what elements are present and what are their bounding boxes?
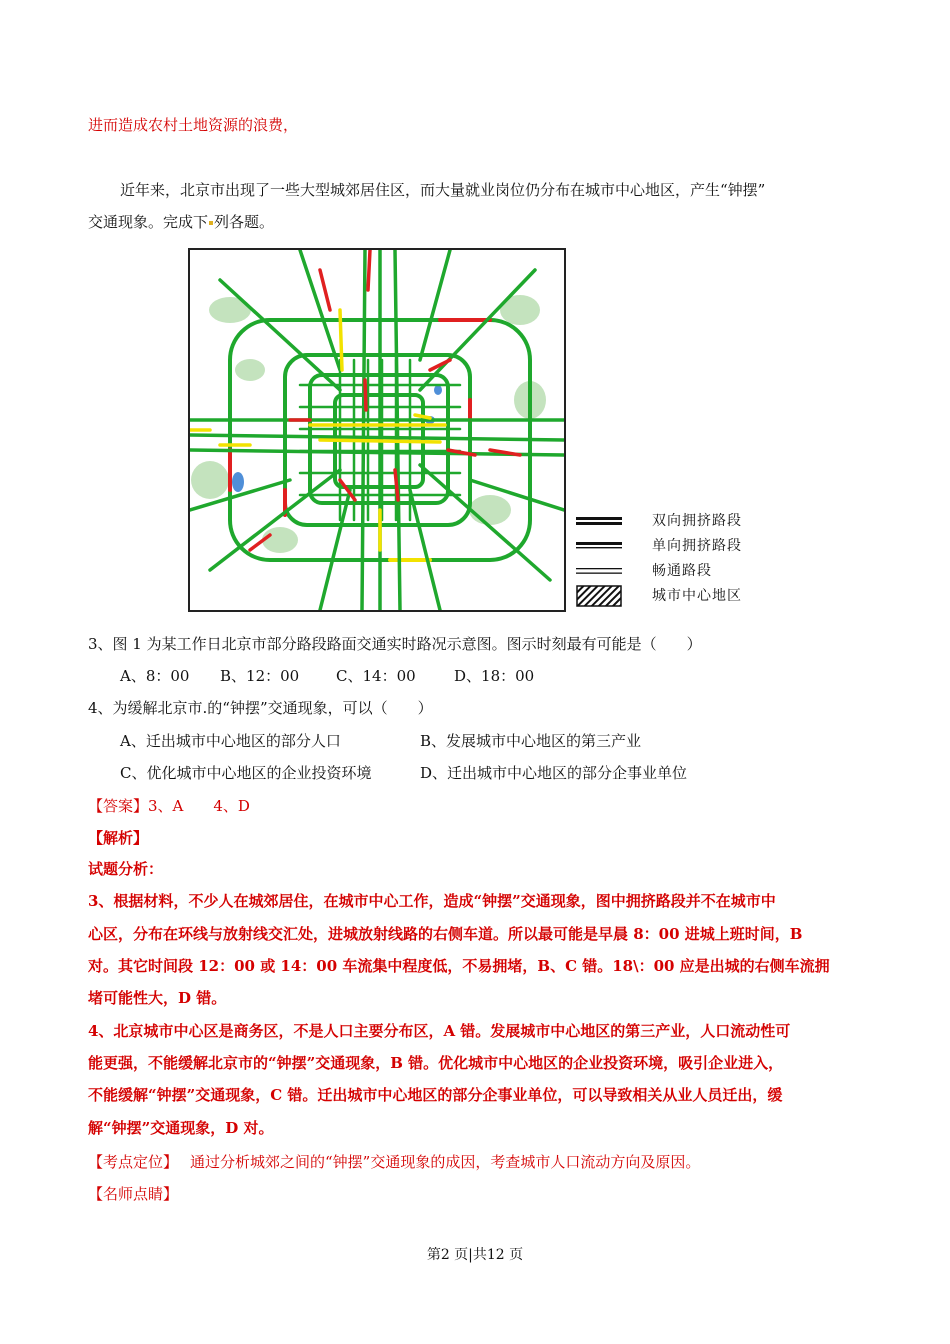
- slow-segment: [320, 440, 440, 442]
- mingshi-label: 【名师点睛】: [88, 1185, 179, 1203]
- legend-two-way: [574, 510, 774, 532]
- legend-label: 单向拥挤路段: [652, 538, 742, 554]
- radial-road: [410, 490, 440, 610]
- analysis-line-6: 能更强，不能缓解北京市的“钟摆”交通现象，B 错。优化城市中心地区的企业投资环境，吸引企业进入，: [88, 1054, 784, 1072]
- slow-segment: [415, 415, 430, 418]
- traffic-map: [188, 248, 566, 612]
- answer-value: 3、A 4、D: [148, 797, 250, 815]
- green-area: [469, 495, 511, 525]
- analysis-line-5: 4、北京城市中心区是商务区，不是人口主要分布区，A 错。发展城市中心地区的第三产业，人口流动性可: [88, 1022, 791, 1040]
- radial-road: [420, 250, 450, 360]
- q4-option-a: A、迁出城市中心地区的部分人口: [120, 732, 341, 750]
- legend-label: 双向拥挤路段: [652, 513, 742, 529]
- intro-line-2-b: 列各题。: [214, 213, 275, 231]
- green-area: [191, 461, 229, 499]
- map-legend: [574, 510, 774, 610]
- answer-line: [88, 796, 250, 816]
- question-3: 3、图 1 为某工作日北京市部分路段路面交通实时路况示意图。图示时刻最有可能是（ ）: [88, 635, 702, 653]
- legend-center: [574, 585, 774, 607]
- question-4: 4、为缓解北京市.的“钟摆”交通现象，可以（ ）: [88, 699, 433, 717]
- stray-dot: [209, 221, 213, 225]
- kaodian-line: [88, 1152, 700, 1172]
- city-center-hatch-symbol: [576, 585, 622, 607]
- kaodian-label: 【考点定位】: [88, 1153, 179, 1171]
- q3-option-a: A、8：00: [120, 667, 190, 685]
- analysis-line-8: 解“钟摆”交通现象，D 对。: [88, 1119, 274, 1137]
- analysis-heading: 试题分析：: [88, 860, 164, 878]
- legend-one-way: [574, 535, 774, 557]
- intro-line-1: 近年来，北京市出现了一些大型城郊居住区，而大量就业岗位仍分布在城市中心地区，产生“钟摆”: [120, 181, 766, 199]
- intro-line-2: [88, 212, 274, 232]
- intro-line-2-a: 交通现象。完成下: [88, 213, 209, 231]
- analysis-line-2: 心区，分布在环线与放射线交汇处，进城放射线路的右侧车道。所以最可能是早晨 8：00 进城上班时间，B: [88, 925, 803, 943]
- legend-smooth: [574, 560, 774, 582]
- congested-segment: [320, 270, 330, 310]
- analysis-line-7: 不能缓解“钟摆”交通现象，C 错。迁出城市中心地区的部分企事业单位，可以导致相关从业人员迁出，缓: [88, 1086, 783, 1104]
- analysis-label: 【解析】: [88, 829, 149, 847]
- green-area: [262, 527, 298, 553]
- congested-segment: [365, 380, 366, 410]
- smooth-road-symbol: [576, 564, 622, 578]
- radial-road: [300, 250, 340, 370]
- traffic-map-svg: [190, 250, 564, 610]
- continuation-text: 进而造成农村土地资源的浪费，: [88, 116, 299, 134]
- q3-option-c: C、14：00: [336, 667, 416, 685]
- water-body: [434, 385, 442, 395]
- legend-label: 畅通路段: [652, 563, 712, 579]
- analysis-line-4: 堵可能性大，D 错。: [88, 989, 227, 1007]
- radial-road: [320, 490, 350, 610]
- kaodian-text: 通过分析城郊之间的“钟摆”交通现象的成因，考查城市人口流动方向及原因。: [190, 1153, 701, 1171]
- q4-option-b: B、发展城市中心地区的第三产业: [420, 732, 642, 750]
- slow-segment: [340, 310, 342, 370]
- congested-segment: [368, 250, 370, 290]
- water-body: [232, 472, 244, 492]
- legend-label: 城市中心地区: [652, 588, 742, 604]
- answer-label: 【答案】: [88, 797, 149, 815]
- two-way-congested-symbol: [576, 514, 622, 528]
- analysis-line-1: 3、根据材料，不少人在城郊居住，在城市中心工作，造成“钟摆”交通现象，图中拥挤路段并不在城市中: [88, 892, 776, 910]
- q4-option-c: C、优化城市中心地区的企业投资环境: [120, 764, 372, 782]
- one-way-congested-symbol: [576, 539, 622, 553]
- q3-option-b: B、12：00: [220, 667, 300, 685]
- page-footer: 第2 页|共12 页: [426, 1247, 524, 1263]
- green-area: [235, 359, 265, 381]
- q4-option-d: D、迁出城市中心地区的部分企事业单位: [420, 764, 688, 782]
- analysis-line-3: 对。其它时间段 12：00 或 14：00 车流集中程度低，不易拥堵，B、C 错。18\：00 应是出城的右侧车流拥: [88, 957, 830, 975]
- q3-option-d: D、18：00: [454, 667, 535, 685]
